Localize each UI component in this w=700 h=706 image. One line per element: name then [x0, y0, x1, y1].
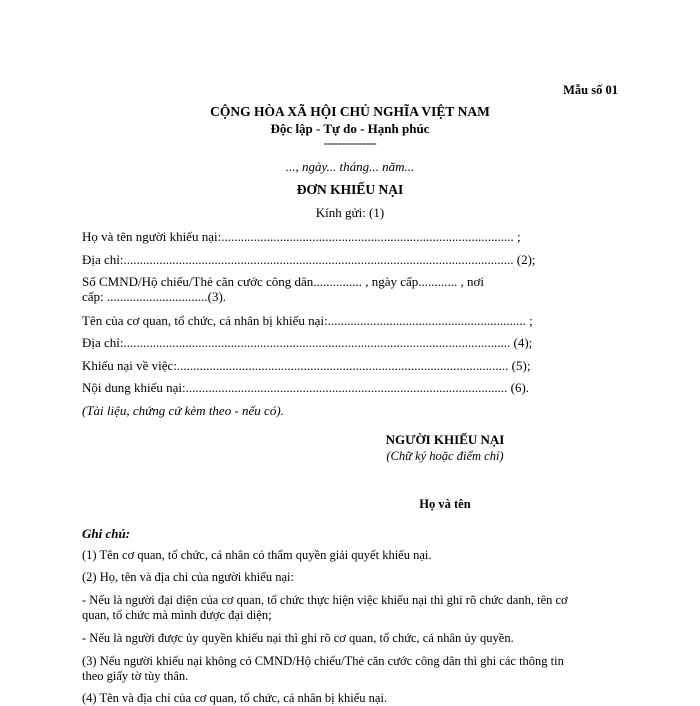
- note-2a-line2: quan, tổ chức mà mình được đại diện;: [82, 608, 272, 622]
- respondent-name-field: Tên của cơ quan, tổ chức, cá nhân bị khiếu nại:............................................................. ;: [82, 313, 533, 328]
- form-code: Mẫu số 01: [563, 83, 618, 97]
- note-2a-line1: - Nếu là người đại diện của cơ quan, tổ chức thực hiện việc khiếu nại thì ghi rõ chức danh, tên cơ: [82, 593, 568, 607]
- note-2: (2) Họ, tên và địa chỉ của người khiếu nại:: [82, 570, 294, 584]
- recipient-line: Kính gửi: (1): [315, 205, 385, 220]
- signature-subtitle: (Chữ ký hoặc điểm chỉ): [386, 449, 504, 463]
- note-3-line2: theo giấy tờ tùy thân.: [82, 669, 189, 683]
- complainant-address-field: Địa chỉ:........................................................................................................................ (2);: [82, 252, 536, 267]
- note-1: (1) Tên cơ quan, tổ chức, cá nhân có thẩm quyền giải quyết khiếu nại.: [82, 548, 432, 562]
- attachments-note: (Tài liệu, chứng cứ kèm theo - nếu có).: [82, 403, 284, 418]
- respondent-address-field: Địa chỉ:....................................................................................................................... (4);: [82, 335, 533, 350]
- note-4: (4) Tên và địa chỉ của cơ quan, tổ chức, cá nhân bị khiếu nại.: [82, 691, 388, 705]
- complainant-name-field: Họ và tên người khiếu nại:.......................................................................................... ;: [82, 229, 521, 244]
- signature-title: NGƯỜI KHIẾU NẠI: [385, 432, 505, 447]
- id-issue-place-field: cấp: ...............................(3).: [82, 289, 227, 304]
- date-line: ..., ngày... tháng... năm...: [285, 159, 415, 174]
- note-2b: - Nếu là người được ủy quyền khiếu nại thì ghi rõ cơ quan, tổ chức, cá nhân ủy quyền.: [82, 631, 514, 645]
- complaint-content-field: Nội dung khiếu nại:................................................................................................... (6).: [82, 380, 530, 395]
- complaint-subject-field: Khiếu nại về việc:...................................................................................................... (5);: [82, 358, 531, 373]
- notes-heading: Ghi chú:: [82, 526, 131, 541]
- note-3-line1: (3) Nếu người khiếu nại không có CMND/Hộ chiếu/Thẻ căn cước công dân thì ghi các thông tin: [82, 654, 564, 668]
- document-title: ĐƠN KHIẾU NẠI: [296, 182, 404, 197]
- country-name: CỘNG HÒA XÃ HỘI CHỦ NGHĨA VIỆT NAM: [210, 104, 490, 119]
- id-number-field: Số CMND/Hộ chiếu/Thẻ căn cước công dân............... , ngày cấp............ , nơi: [82, 274, 485, 289]
- national-motto: Độc lập - Tự do - Hạnh phúc: [270, 121, 430, 136]
- signature-name: Họ và tên: [419, 497, 471, 511]
- header-separator: ---------------: [323, 136, 377, 150]
